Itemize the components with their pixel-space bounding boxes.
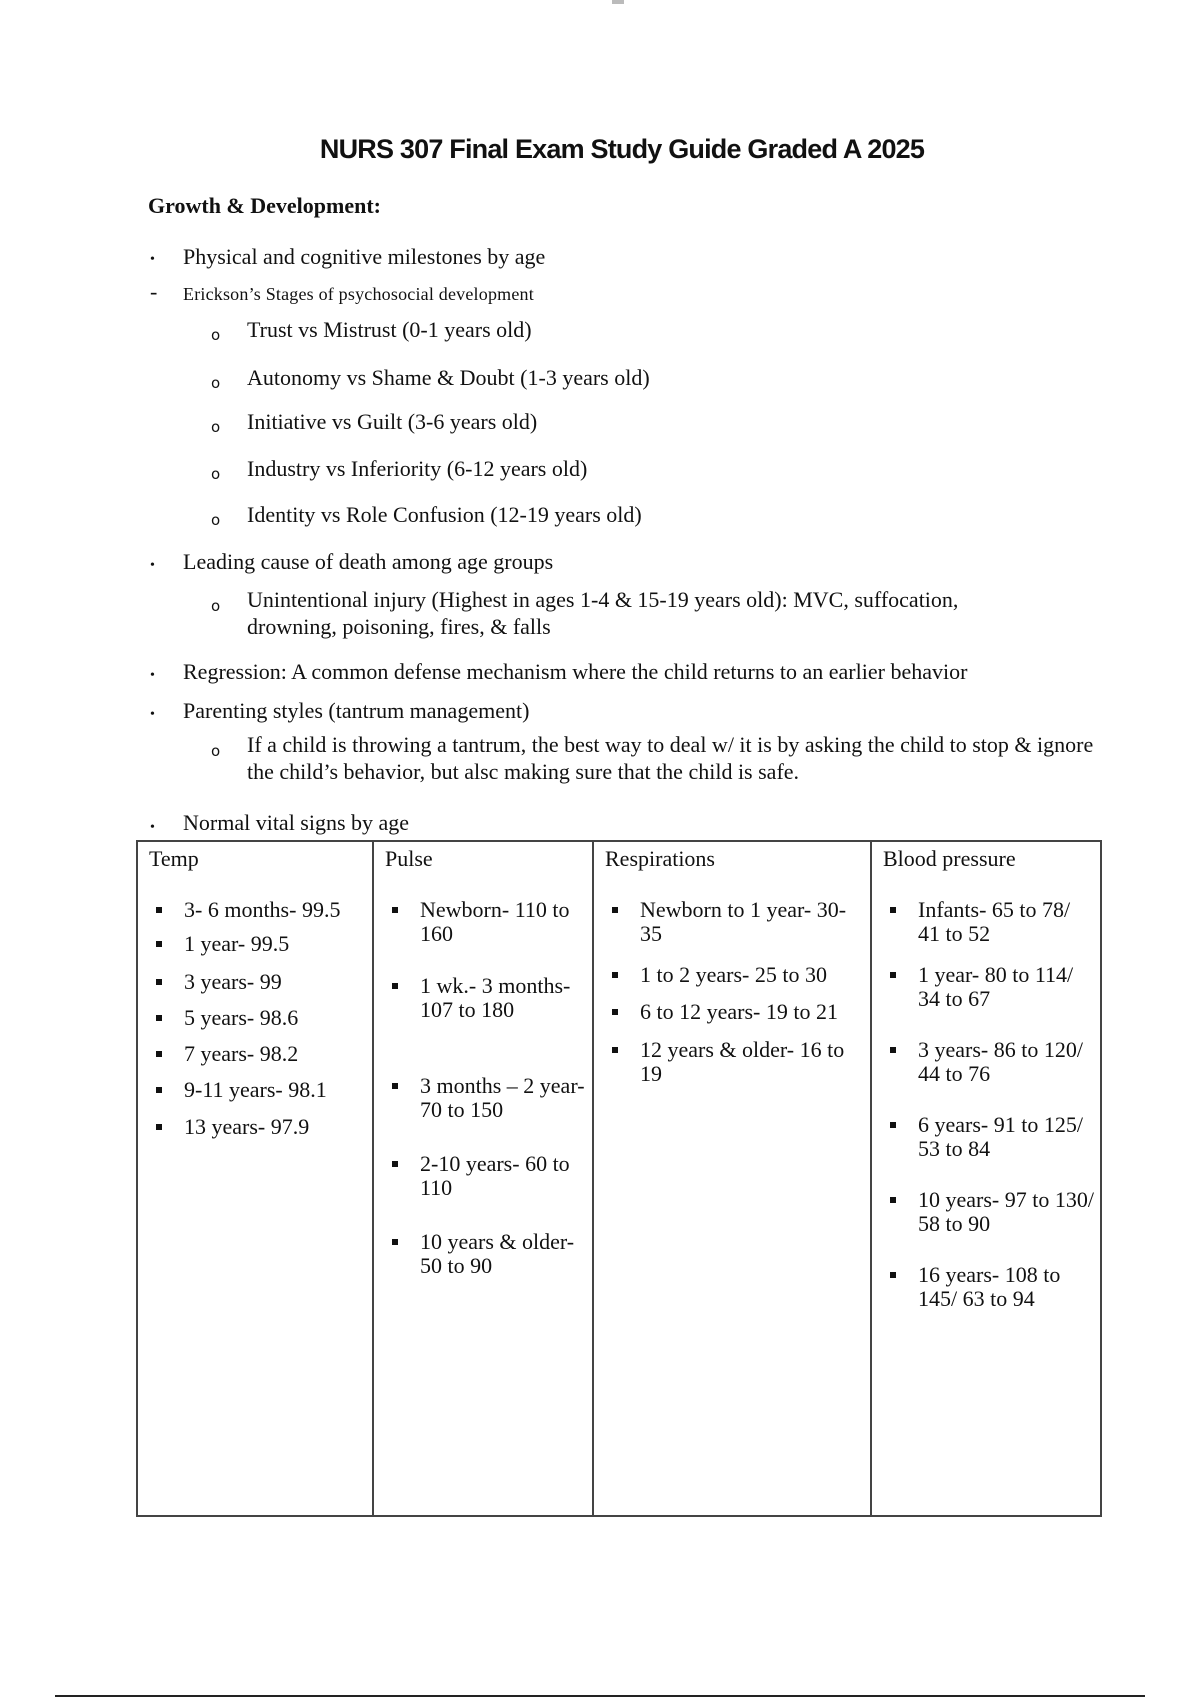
stage-item: Initiative vs Guilt (3-6 years old) — [247, 409, 538, 434]
table-cell: 10 years & older- 50 to 90 — [384, 1230, 586, 1278]
table-cell: 12 years & older- 16 to 19 — [604, 1038, 864, 1086]
bullet-marker: • — [150, 707, 155, 722]
bullet-milestones: Physical and cognitive milestones by age — [183, 244, 546, 269]
table-header: Pulse — [385, 846, 433, 871]
bullet-death: Leading cause of death among age groups — [183, 549, 554, 574]
table-cell: Newborn to 1 year- 30-35 — [604, 898, 864, 946]
table-cell: 1 wk.- 3 months- 107 to 180 — [384, 974, 586, 1022]
stage-item: Trust vs Mistrust (0-1 years old) — [247, 317, 532, 342]
bullet-marker: - — [150, 279, 158, 304]
page-top-mark — [612, 0, 624, 4]
respirations-column — [594, 842, 872, 1515]
table-cell: 6 to 12 years- 19 to 21 — [604, 1000, 864, 1024]
pulse-column — [374, 842, 594, 1515]
table-cell: 3 years- 86 to 120/ 44 to 76 — [882, 1038, 1094, 1086]
table-cell: 6 years- 91 to 125/ 53 to 84 — [882, 1113, 1094, 1161]
bullet-regression: Regression: A common defense mechanism where the child returns to an earlier behavior — [183, 659, 968, 684]
bullet-marker: • — [150, 252, 155, 267]
sub-bullet-marker: o — [211, 418, 221, 436]
bullet-marker: • — [150, 820, 155, 835]
temp-column — [138, 842, 374, 1515]
sub-bullet-marker: o — [211, 597, 221, 615]
table-cell: 16 years- 108 to 145/ 63 to 94 — [882, 1263, 1094, 1311]
table-cell: 1 year- 99.5 — [148, 932, 366, 956]
sub-bullet-marker: o — [211, 374, 221, 392]
table-cell: 7 years- 98.2 — [148, 1042, 366, 1066]
stage-item: Autonomy vs Shame & Doubt (1-3 years old) — [247, 365, 650, 390]
stage-item: Identity vs Role Confusion (12-19 years old) — [247, 502, 642, 527]
section-heading: Growth & Development: — [148, 193, 381, 218]
sub-bullet-marker: o — [211, 326, 221, 344]
sub-bullet-marker: o — [211, 742, 221, 760]
sub-bullet-marker: o — [211, 511, 221, 529]
table-cell: 1 year- 80 to 114/ 34 to 67 — [882, 963, 1094, 1011]
table-header: Temp — [149, 846, 199, 871]
bullet-vitals: Normal vital signs by age — [183, 810, 410, 835]
bullet-erikson: Erickson’s Stages of psychosocial development — [183, 284, 534, 304]
table-cell: 3 years- 99 — [148, 970, 366, 994]
bullet-marker: • — [150, 558, 155, 573]
table-cell: Infants- 65 to 78/ 41 to 52 — [882, 898, 1094, 946]
table-cell: 1 to 2 years- 25 to 30 — [604, 963, 864, 987]
table-cell: Newborn- 110 to 160 — [384, 898, 586, 946]
sub-bullet-marker: o — [211, 465, 221, 483]
table-cell: 9-11 years- 98.1 — [148, 1078, 366, 1102]
table-cell: 3- 6 months- 99.5 — [148, 898, 366, 922]
table-cell: 10 years- 97 to 130/ 58 to 90 — [882, 1188, 1094, 1236]
table-cell: 3 months – 2 year- 70 to 150 — [384, 1074, 586, 1122]
document-title: NURS 307 Final Exam Study Guide Graded A 2025 — [319, 134, 925, 164]
table-header: Blood pressure — [883, 846, 1016, 871]
tantrum-item: If a child is throwing a tantrum, the best way to deal w/ it is by asking the child to stop & ignore the child’s behavior, but alsc making sure that the child is safe. — [247, 732, 1094, 784]
table-cell: 13 years- 97.9 — [148, 1115, 366, 1139]
stage-item: Industry vs Inferiority (6-12 years old) — [247, 456, 588, 481]
blood-pressure-column — [872, 842, 1100, 1515]
footer-rule — [55, 1695, 1145, 1697]
bullet-marker: • — [150, 668, 155, 683]
table-cell: 2-10 years- 60 to 110 — [384, 1152, 586, 1200]
vital-signs-table — [136, 840, 1102, 1517]
table-header: Respirations — [605, 846, 715, 871]
table-cell: 5 years- 98.6 — [148, 1006, 366, 1030]
bullet-parenting: Parenting styles (tantrum management) — [183, 698, 530, 723]
injury-item: Unintentional injury (Highest in ages 1-4 & 15-19 years old): MVC, suffocation, drowning, poisoning, fires, & falls — [247, 587, 959, 639]
